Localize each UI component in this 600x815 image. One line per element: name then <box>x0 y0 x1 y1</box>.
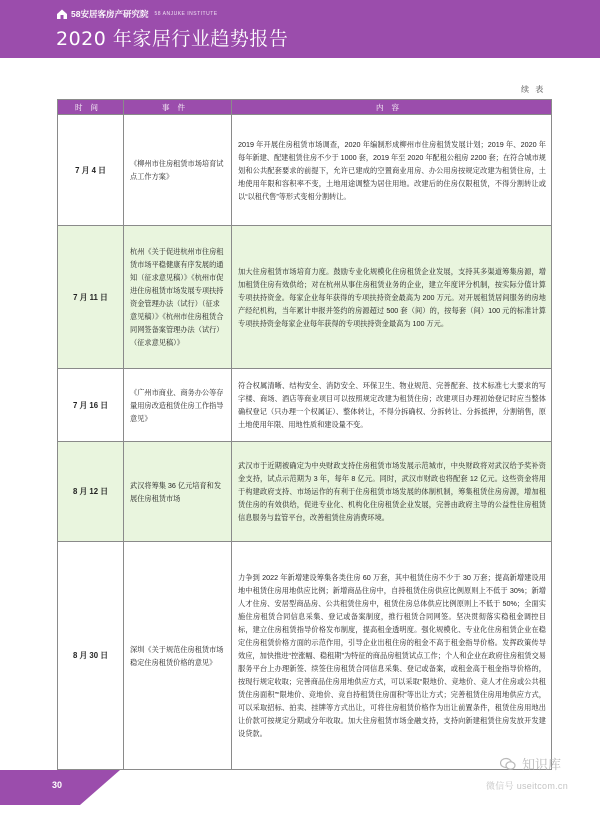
row-date: 8 月 12 日 <box>58 442 124 542</box>
brand-logo <box>56 8 218 20</box>
row-content: 力争到 2022 年新增建设筹集各类住房 60 万套，其中租赁住房不少于 30 万套；提高新增建设用地中租赁住房用地供应比例；新增商品住房中，自持租赁住房供应比例原则上不低于 30%；新增人才住房、安居型商品房、公共租赁住房中，租赁住房总体供应比例原则上不低于 50%；全面实施住房租赁合同信息采集、登记或备案制度，推行租赁合同网签。坚决贯彻落实稳租金调控目标，建立住房租赁指导价格发布制度，提高租金透明度。强化规模化、专业化住房租赁企业在稳定住房租赁价格方面的示范作用，引导企业出租住房的租金不高于租金指导价格。发挥政策传导效应，加快推进“控涨幅、稳租期”为特征的商品房租赁试点工作；个人和企业在政府住房租赁交易服务平台上办理新签、续签住房租赁合同信息采集、登记或备案，或租金高于租金指导价格的，按现行规定收取；完善商品住房用地供应方式，可以采取“限地价、竞地价、竞人才住房或公共租赁住房面积”“限地价、竞地价、竞自持租赁住房面积”等出让方式；完善租赁住房用地供应方式，可以采取招标、拍卖、挂牌等方式出让，可将住房租赁价格作为出让前置条件，租赁住房用地出让价款可按规定分期或分年收取。加大住房租赁市场金融支持，支持向新建租赁住房发放开发建设贷款。 <box>232 542 552 770</box>
header-event: 事件 <box>124 100 232 115</box>
table-row <box>58 542 552 770</box>
logo-name: 58安居客房产研究院 <box>71 8 149 19</box>
watermark-sub: 微信号 useitcom.cn <box>486 781 569 791</box>
wechat-icon <box>500 757 516 771</box>
table-row <box>58 442 552 542</box>
row-content: 武汉市于近期被确定为中央财政支持住房租赁市场发展示范城市，中央财政将对武汉给予奖补资金支持，试点示范期为 3 年，每年 8 亿元。同时，武汉市财政也将配套 12 亿元。这些资金将用于构建政府支持、市场运作的有利于住房租赁市场发展的体制机制，筹集租赁住房房源，增加租赁住房的有效供给，促进专业化、机构化住房租赁企业发展，完善由政府主导的公益性住房租赁信息服务与监管平台，改善租赁住房消费环境。 <box>232 442 552 542</box>
row-date: 7 月 4 日 <box>58 115 124 226</box>
header-date: 时间 <box>58 100 124 115</box>
page-header <box>0 0 600 58</box>
watermark <box>500 754 561 773</box>
watermark-title: 知识库 <box>522 757 562 772</box>
continued-label: 续 表 <box>521 85 546 94</box>
row-content: 加大住房租赁市场培育力度。鼓励专业化规模化住房租赁企业发展，支持其多渠道筹集房源，增加租赁住房有效供给；对在杭州从事住房租赁业务的企业，建立年度评分机制，按实际分值计算专项扶持资金。每家企业每年获得的专项扶持资金最高为 200 万元。对开展租赁居间服务的房地产经纪机构，当年累计申报并签约的房源超过 500 套（间）的，按每套（间）100 元的标准计算专项扶持资金每家企业每年获得的专项扶持资金最高为 100 万元。 <box>232 226 552 369</box>
logo-sub: 58 ANJUKE INSTITUTE <box>154 11 218 17</box>
row-event: 深圳《关于规范住房租赁市场稳定住房租赁价格的意见》 <box>124 542 232 770</box>
row-date: 7 月 16 日 <box>58 369 124 442</box>
row-date: 7 月 11 日 <box>58 226 124 369</box>
row-event: 武汉将筹集 36 亿元培育和发展住房租赁市场 <box>124 442 232 542</box>
table-row <box>58 115 552 226</box>
page-number: 30 <box>52 780 63 790</box>
table-header-row <box>58 100 552 115</box>
report-title: 2020 年家居行业趋势报告 <box>56 28 289 50</box>
row-date: 8 月 30 日 <box>58 542 124 770</box>
table-row <box>58 226 552 369</box>
row-content: 2019 年开展住房租赁市场调查，2020 年编制形成柳州市住房租赁发展计划；2019 年、2020 年每年新建、配建租赁住房不少于 1000 套，2019 年至 2020 年配租公租房 2200 套；在符合城市规划和公共配套要求的前提下，允许已建成的空置商业用房、办公用房按规定改建为租赁住房，土地使用年限和容积率不变，土地用途调整为居住用地。改建后的住房仅限租赁，不得分割转让或以“以租代售”等形式变相分割转让。 <box>232 115 552 226</box>
table-row <box>58 369 552 442</box>
policy-table <box>57 99 552 770</box>
row-content: 符合权属清晰、结构安全、消防安全、环保卫生、物业规范、完善配套、技术标准七大要求的写字楼、商场、酒店等商业项目可以按照规定改建为租赁住房；改建项目办理初始登记时应当整体确权登记（只办理一个权属证）、整体转让，不得分拆确权、分拆转让、分拆抵押，分割销售，原土地使用年限、用地性质和建设量不变。 <box>232 369 552 442</box>
row-event: 《广州市商业、商务办公等存量用房改造租赁住房工作指导意见》 <box>124 369 232 442</box>
row-event: 杭州《关于促进杭州市住房租赁市场平稳健康有序发展的通知（征求意见稿）》《杭州市促进住房租赁市场发展专项扶持资金管理办法（试行）（征求意见稿）》《杭州市住房租赁合同网签备案管理办法（试行）（征求意见稿）》 <box>124 226 232 369</box>
logo-icon <box>56 8 68 20</box>
row-event: 《柳州市住房租赁市场培育试点工作方案》 <box>124 115 232 226</box>
header-content: 内容 <box>232 100 552 115</box>
